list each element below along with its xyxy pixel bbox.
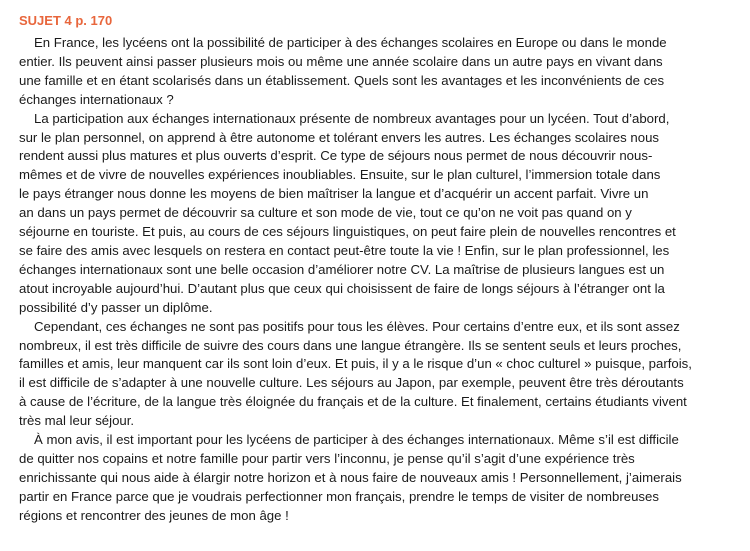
text-line: possibilité d’y passer un diplôme. [19, 299, 213, 315]
text-line: très mal leur séjour. [19, 413, 135, 429]
text-line: entier. Ils peuvent ainsi passer plusieurs mois ou même une année scolaire dans un autre pays en vivant dans [19, 53, 663, 69]
paragraph-1 [19, 34, 731, 110]
text-line: rendent aussi plus matures et plus ouverts d’esprit. Ce type de séjours nous permet de nous découvrir nous- [19, 148, 653, 164]
text-line: séjourne en touriste. Et puis, au cours de ces séjours linguistiques, on peut faire plein de nouvelles rencontres et [19, 224, 676, 240]
paragraph-4 [19, 431, 731, 526]
text-line: an dans un pays permet de découvrir sa culture et son mode de vie, tout ce qu’on ne voit pas quand on y [19, 205, 632, 221]
text-line: il est difficile de s’adapter à une nouvelle culture. Les séjours au Japon, par exemple, peuvent être très déroutants [19, 375, 684, 391]
text-line: échanges internationaux sont une belle occasion d’améliorer notre CV. La maîtrise de plusieurs langues est un [19, 261, 665, 277]
text-line: familles et amis, leur manquent car ils sont loin d’eux. Et puis, il y a le risque d’un « choc culturel » puisque, parfois, [19, 356, 692, 372]
text-line: à cause de l’écriture, de la langue très éloignée du français et de la culture. Et finalement, certains étudiants vivent [19, 394, 687, 410]
text-line: une famille et en étant scolarisés dans un établissement. Quels sont les avantages et les inconvénients de ces [19, 72, 665, 88]
text-line: mêmes et de vivre de nouvelles expériences inoubliables. Ensuite, sur le plan culturel, l’immersion totale dans [19, 167, 661, 183]
text-line: régions et rencontrer des jeunes de mon âge ! [19, 507, 289, 523]
document-page [19, 13, 731, 526]
text-line: partir en France parce que je voudrais perfectionner mon français, prendre le temps de visiter de nombreuses [19, 488, 659, 504]
text-line: La participation aux échanges internationaux présente de nombreux avantages pour un lycéen. Tout d’abord, [34, 110, 670, 126]
text-line: Cependant, ces échanges ne sont pas positifs pour tous les élèves. Pour certains d’entre eux, et ils sont assez [34, 318, 680, 334]
paragraph-2 [19, 110, 731, 318]
paragraph-3 [19, 318, 731, 431]
text-line: se faire des amis avec lesquels on restera en contact peut-être toute la vie ! Enfin, sur le plan professionnel, les [19, 242, 670, 258]
text-line: atout incroyable aujourd’hui. D’autant plus que ceux qui choisissent de faire de longs séjours à l’étranger ont la [19, 280, 665, 296]
essay-body [19, 34, 731, 526]
text-line: le pays étranger nous donne les moyens de bien maîtriser la langue et d’acquérir un accent parfait. Vivre un [19, 186, 649, 202]
text-line: de quitter nos copains et notre famille pour partir vers l’inconnu, je pense qu’il s’agit d’une expérience très [19, 450, 635, 466]
text-line: À mon avis, il est important pour les lycéens de participer à des échanges internationaux. Même s’il est difficile [34, 432, 679, 448]
text-line: échanges internationaux ? [19, 91, 174, 107]
text-line: nombreux, il est très difficile de suivre des cours dans une langue étrangère. Ils se sentent seuls et leurs proches, [19, 337, 682, 353]
text-line: enrichissante qui nous aide à élargir notre horizon et à nous faire de nouveaux amis ! Personnellement, j’aimerais [19, 469, 682, 485]
text-line: sur le plan personnel, on apprend à être autonome et tolérant envers les autres. Les échanges scolaires nous [19, 129, 659, 145]
text-line: En France, les lycéens ont la possibilité de participer à des échanges scolaires en Europe ou dans le monde [34, 35, 667, 50]
sujet-heading: SUJET 4 p. 170 [19, 13, 113, 28]
